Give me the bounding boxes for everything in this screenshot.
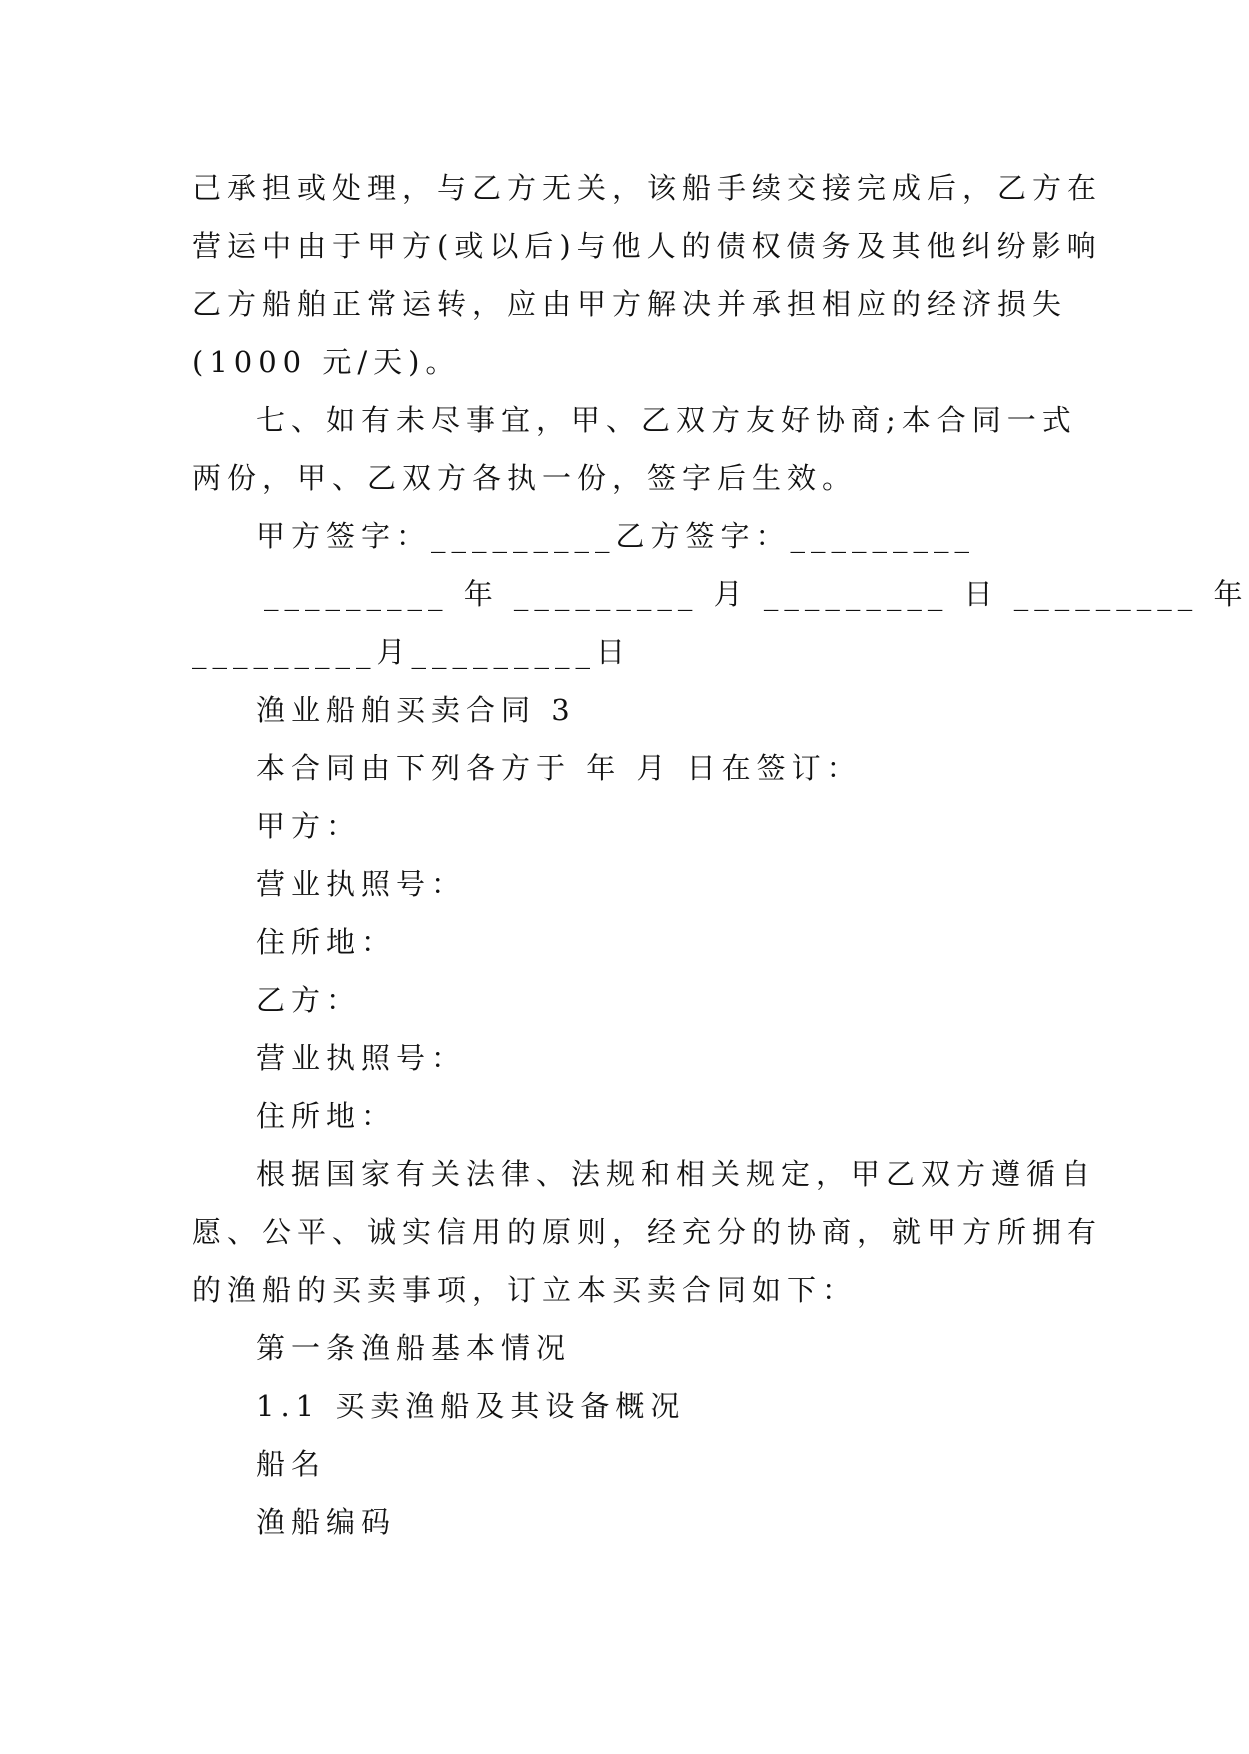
- contract-heading: 渔业船舶买卖合同 3: [256, 693, 576, 727]
- text-line: 乙方船舶正常运转，应由甲方解决并承担相应的经济损失: [192, 287, 1068, 321]
- clause-seven: 七、如有未尽事宜，甲、乙双方友好协商;本合同一式: [256, 403, 1077, 437]
- party-b-address-label: 住所地：: [256, 1099, 397, 1133]
- text-line: 两份，甲、乙双方各执一份，签字后生效。: [192, 461, 858, 495]
- section-heading: 1.1 买卖渔船及其设备概况: [256, 1389, 686, 1423]
- signature-line: 甲方签字：_________乙方签字：_________: [256, 519, 976, 553]
- preamble-text: 根据国家有关法律、法规和相关规定，甲乙双方遵循自: [256, 1157, 1097, 1191]
- party-b-label: 乙方：: [256, 983, 362, 1017]
- party-a-license-label: 营业执照号：: [256, 867, 467, 901]
- vessel-code-label: 渔船编码: [256, 1505, 397, 1539]
- text-line: (1000 元/天)。: [192, 345, 461, 379]
- date-line: _________ 年 _________ 月 _________ 日 _________ 年: [264, 577, 1249, 611]
- text-line: 的渔船的买卖事项，订立本买卖合同如下：: [192, 1273, 858, 1307]
- article-one-heading: 第一条渔船基本情况: [256, 1331, 572, 1365]
- date-line-continued: _________月_________日: [192, 635, 632, 669]
- text-line: 营运中由于甲方(或以后)与他人的债权债务及其他纠纷影响: [192, 229, 1102, 263]
- signing-statement: 本合同由下列各方于 年 月 日在签订：: [256, 751, 862, 785]
- contract-text: [192, 159, 1249, 1551]
- text-line: 己承担或处理，与乙方无关，该船手续交接完成后，乙方在: [192, 171, 1103, 205]
- text-line: 愿、公平、诚实信用的原则，经充分的协商，就甲方所拥有: [192, 1215, 1103, 1249]
- vessel-name-label: 船名: [256, 1447, 327, 1481]
- party-a-label: 甲方：: [256, 809, 362, 843]
- party-a-address-label: 住所地：: [256, 925, 397, 959]
- party-b-license-label: 营业执照号：: [256, 1041, 467, 1075]
